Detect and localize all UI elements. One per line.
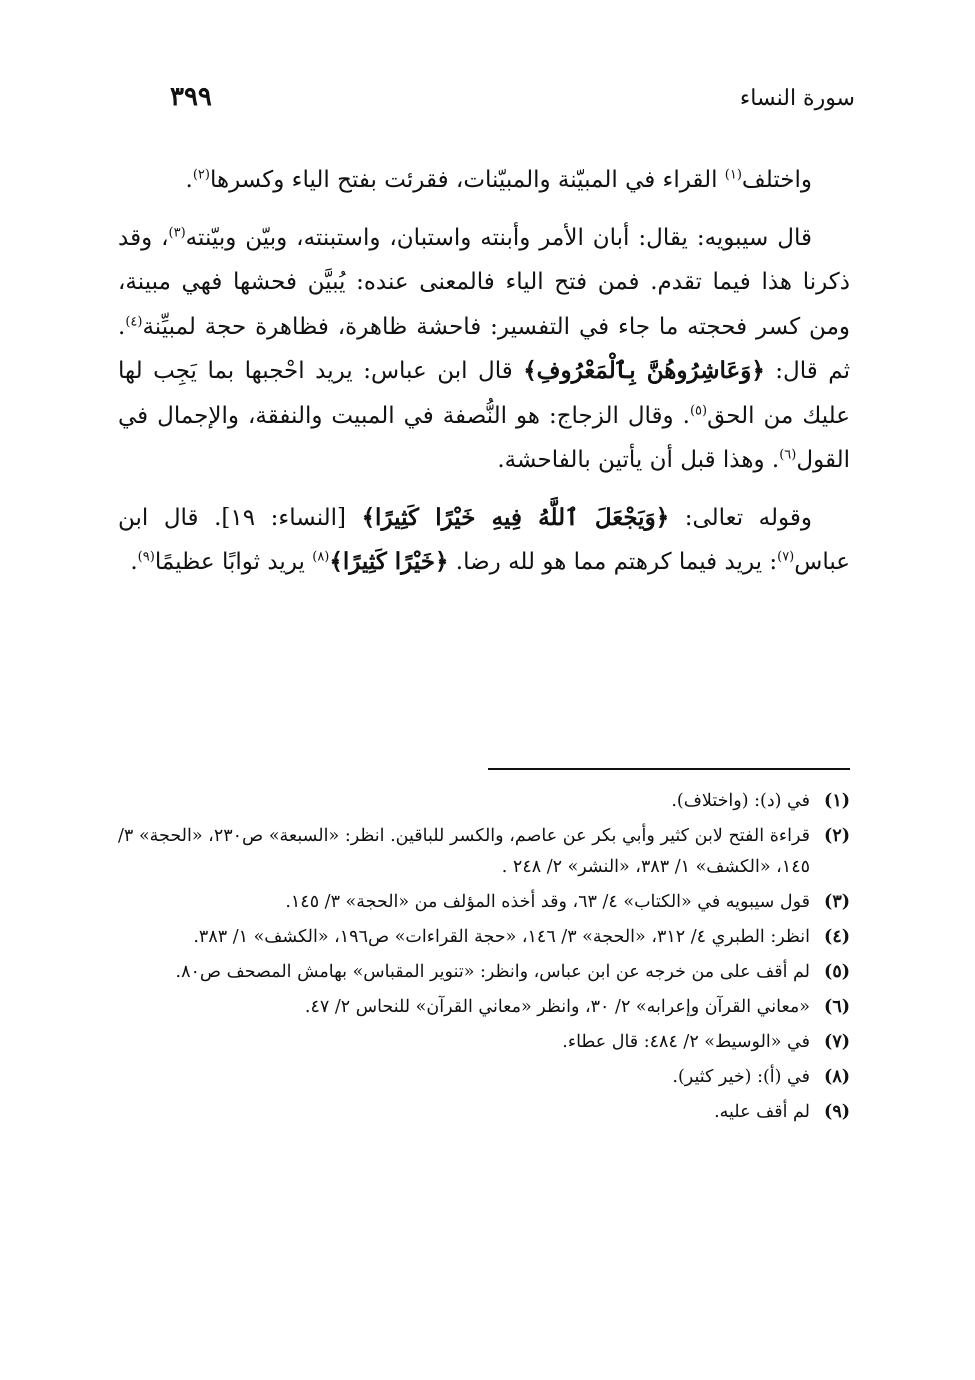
footnote-ref: (٩) bbox=[137, 549, 155, 565]
footnote-number: (٤) bbox=[824, 927, 850, 947]
footnote-item bbox=[118, 821, 850, 883]
footnote-item bbox=[118, 1097, 850, 1128]
footnote-divider bbox=[488, 768, 850, 770]
quran-quote: ﴿وَيَجْعَلَ ٱللَّهُ فِيهِ خَيْرًا كَثِيرًا﴾ bbox=[361, 503, 670, 531]
text-segment: . bbox=[130, 549, 138, 575]
footnote-item bbox=[118, 887, 850, 918]
footnote-text: لم أقف على من خرجه عن ابن عباس، وانظر: «تنوير المقباس» بهامش المصحف ص٨٠. bbox=[175, 962, 810, 982]
footnote-text: قراءة الفتح لابن كثير وأبي بكر عن عاصم، والكسر للباقين. انظر: «السبعة» ص٢٣٠، «الحجة» ٣/ ١٤٥، «الكشف» ١/ ٣٨٣، «النشر» ٢/ ٢٤٨ . bbox=[118, 826, 811, 877]
footnote-number: (٥) bbox=[824, 962, 850, 982]
main-text bbox=[118, 158, 850, 585]
footnote-item bbox=[118, 1027, 850, 1058]
footnote-number: (٦) bbox=[824, 997, 850, 1017]
footnote-ref: (١) bbox=[724, 167, 742, 183]
text-segment: قال سيبويه: يقال: أبان الأمر وأبنته واستبان، واستبنته، وبيّن وبيّنته bbox=[185, 224, 812, 251]
footnote-item bbox=[118, 1062, 850, 1093]
footnote-number: (١) bbox=[824, 791, 850, 811]
page-header bbox=[120, 82, 855, 122]
footnote-ref: (٦) bbox=[779, 447, 797, 463]
footnote-number: (٢) bbox=[824, 826, 850, 846]
footnote-ref: (٨) bbox=[312, 549, 330, 565]
footnote-number: (٧) bbox=[824, 1032, 850, 1052]
footnote-item bbox=[118, 922, 850, 953]
text-segment: [النساء: ١٩]. قال ابن عباس bbox=[118, 504, 850, 575]
text-segment: . ثم قال: bbox=[118, 313, 850, 384]
footnote-ref: (٤) bbox=[125, 313, 143, 329]
footnote-ref: (٧) bbox=[777, 549, 795, 565]
text-segment: يريد ثوابًا عظيمًا bbox=[154, 549, 313, 575]
footnote-text: قول سيبويه في «الكتاب» ٤/ ٦٣، وقد أخذه المؤلف من «الحجة» ٣/ ١٤٥. bbox=[285, 892, 810, 912]
page-number: ٣٩٩ bbox=[170, 82, 212, 112]
paragraph-3 bbox=[118, 496, 850, 585]
text-segment: وقوله تعالى: bbox=[669, 504, 812, 531]
footnote-text: انظر: الطبري ٤/ ٣١٢، «الحجة» ٣/ ١٤٦، «حجة القراءات» ص١٩٦، «الكشف» ١/ ٣٨٣. bbox=[193, 927, 810, 947]
footnote-text: في «الوسيط» ٢/ ٤٨٤: قال عطاء. bbox=[562, 1032, 810, 1052]
text-segment: . bbox=[185, 167, 193, 193]
text-segment: قال ابن عباس: يريد احْجبها بما يَجِب لها عليك من الحق bbox=[118, 358, 850, 429]
quran-quote: ﴿وَعَاشِرُوهُنَّ بِٱلْمَعْرُوفِ﴾ bbox=[523, 357, 765, 384]
footnote-text: في (أ): (خير كثير). bbox=[672, 1067, 810, 1087]
footnote-number: (٨) bbox=[824, 1067, 850, 1087]
footnote-number: (٩) bbox=[824, 1102, 850, 1122]
text-segment: واختلف bbox=[741, 167, 812, 193]
paragraph-2 bbox=[118, 216, 850, 483]
footnote-text: لم أقف عليه. bbox=[714, 1102, 810, 1122]
text-segment: ، وقد ذكرنا هذا فيما تقدم. فمن فتح الياء فالمعنى عنده: يُبيَّن فحشها فهي مبينة، ومن كسر فحجته ما جاء في التفسير: فاحشة ظاهرة، فظاهرة حجة لمبيِّنة bbox=[118, 224, 850, 340]
text-segment: القراء في المبيّنة والمبيّنات، فقرئت بفتح الياء وكسرها bbox=[209, 167, 725, 193]
footnotes-section bbox=[118, 786, 850, 1132]
paragraph-1 bbox=[118, 158, 850, 203]
footnote-ref: (٢) bbox=[192, 167, 210, 183]
text-segment: : يريد فيما كرهتم مما هو لله رضا. bbox=[448, 549, 778, 575]
text-segment: . وهذا قبل أن يأتين بالفاحشة. bbox=[497, 447, 780, 473]
footnote-item bbox=[118, 957, 850, 988]
footnote-item bbox=[118, 992, 850, 1023]
footnote-ref: (٥) bbox=[689, 402, 708, 418]
surah-title: سورة النساء bbox=[739, 86, 855, 111]
footnote-number: (٣) bbox=[824, 892, 850, 912]
footnote-ref: (٣) bbox=[168, 224, 186, 240]
footnote-text: في (د): (واختلاف). bbox=[671, 791, 810, 811]
footnote-text: «معاني القرآن وإعرابه» ٢/ ٣٠، وانظر «معاني القرآن» للنحاس ٢/ ٤٧. bbox=[304, 997, 810, 1017]
text-segment: . وقال الزجاج: هو النُّصفة في المبيت والنفقة، والإجمال في القول bbox=[118, 402, 850, 473]
quran-quote: ﴿خَيْرًا كَثِيرًا﴾ bbox=[329, 548, 449, 575]
footnote-item bbox=[118, 786, 850, 817]
